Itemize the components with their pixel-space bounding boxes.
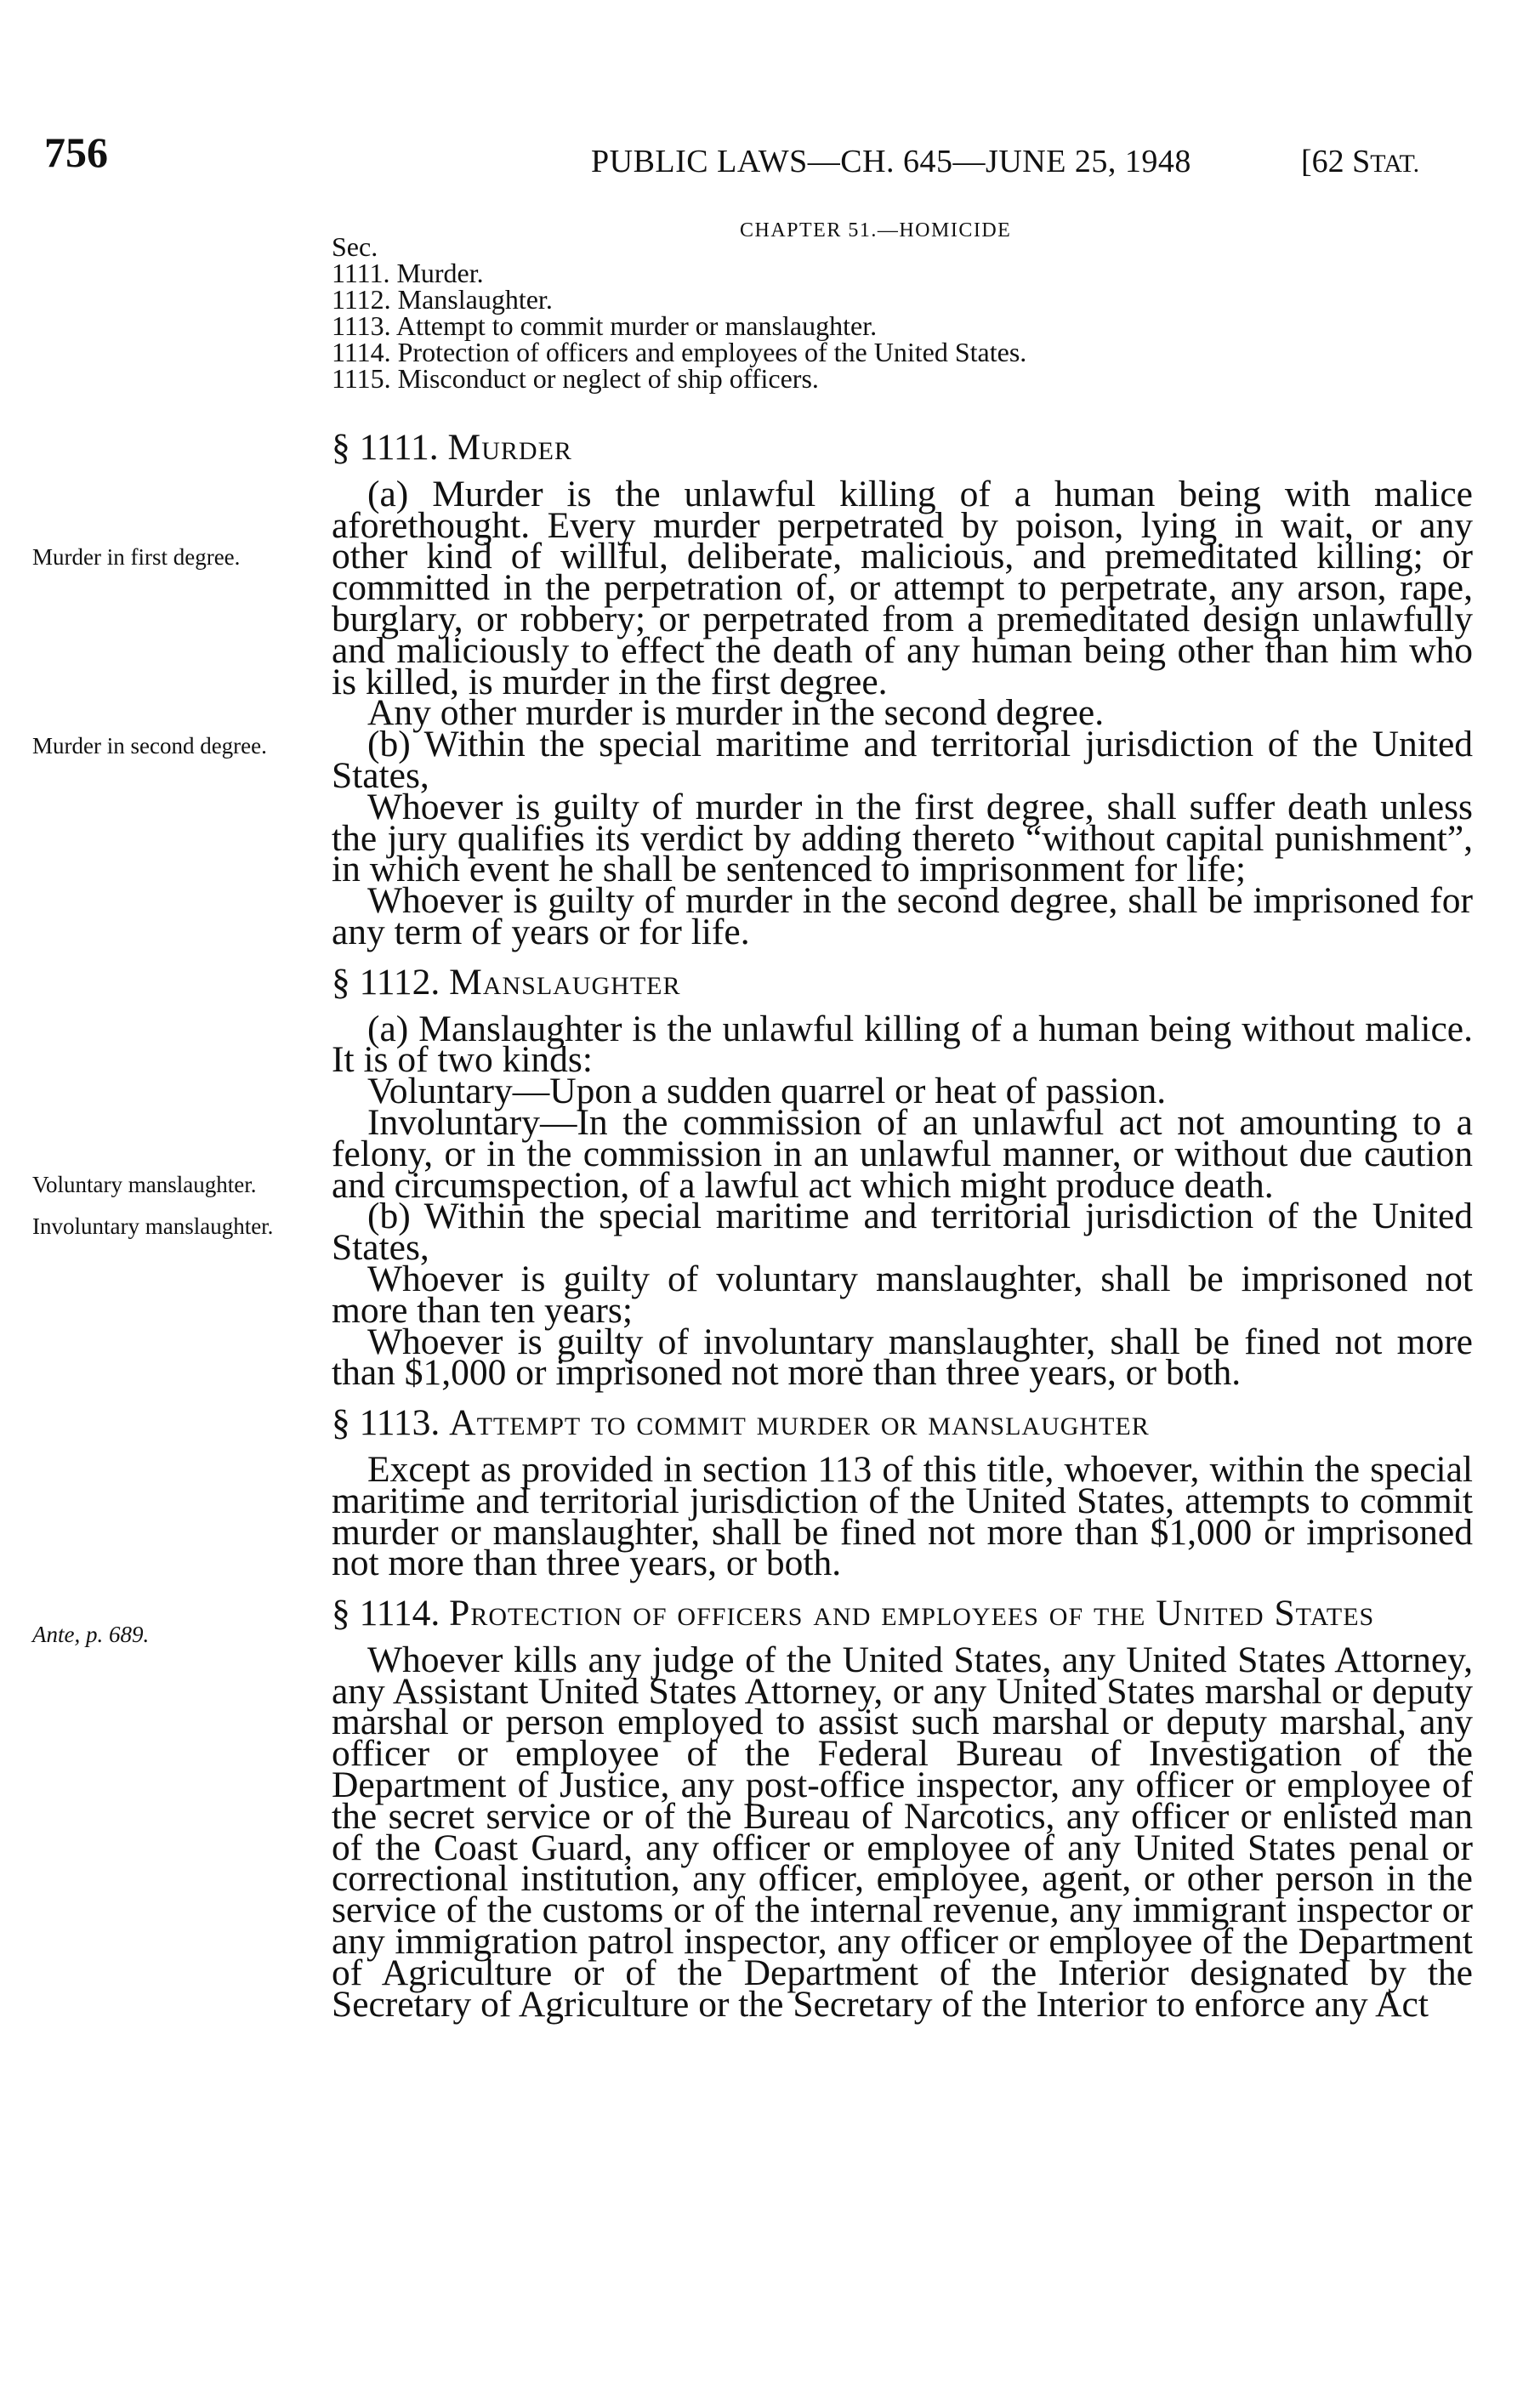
section-heading-1111 [332, 427, 1473, 468]
margin-note-voluntary-manslaughter: Voluntary manslaughter. [32, 1172, 257, 1197]
paragraph: Voluntary—Upon a sudden quarrel or heat of passion. [367, 1071, 1167, 1112]
paragraph: Involuntary—In the commission of an unlawful act not amounting to a felony, or in the commission in an unlawful manner, or without due caution and circumspection, of a lawful act which might produce death. [332, 1101, 1473, 1206]
paragraph: Except as provided in section 113 of this title, whoever, within the special maritime and territorial jurisdiction of the United States, attempts to commit murder or manslaughter, shall be fined not more than $1,000 or imprisoned not more than three years, or both. [332, 1448, 1473, 1584]
section-table-of-contents [332, 231, 1480, 394]
paragraph: Whoever is guilty of voluntary manslaughter, shall be imprisoned not more than ten years; [332, 1258, 1473, 1331]
statute-body [332, 427, 1473, 2025]
paragraph: Any other murder is murder in the second degree. [367, 692, 1105, 734]
margin-note-murder-first-degree: Murder in first degree. [32, 544, 241, 570]
section-title: Murder [447, 427, 572, 468]
volume-reference-suffix: TAT. [1370, 150, 1420, 178]
page-number: 756 [44, 128, 108, 176]
section-title: Protection of officers and employees of the United States [449, 1593, 1375, 1634]
chapter-heading: CHAPTER 51.—HOMICIDE [740, 219, 1012, 242]
section-title: Manslaughter [449, 961, 681, 1003]
section-number: § 1112. [332, 961, 440, 1003]
margin-note-involuntary-manslaughter: Involuntary manslaughter. [32, 1213, 274, 1239]
paragraph: (a) Murder is the unlawful killing of a human being with malice aforethought. Every murder perpetrated by poison, lying in wait, or any other kind of willful, deliberate, malicious, and premeditated killing; or committed in the perpetration of, or attempt to perpetrate, any arson, rape, burglary, or robbery; or perpetrated from a premeditated design unlawfully and maliciously to effect the death of any human being other than him who is killed, is murder in the first degree. [332, 473, 1473, 702]
margin-note-ante-reference: Ante, p. 689. [32, 1622, 150, 1647]
paragraph: Whoever is guilty of involuntary manslaughter, shall be fined not more than $1,000 or imprisoned not more than three years, or both. [332, 1321, 1473, 1394]
toc-item: 1111. Murder. [332, 258, 484, 288]
paragraph: (b) Within the special maritime and territorial jurisdiction of the United States, [332, 1196, 1473, 1269]
volume-reference [1301, 143, 1419, 180]
margin-note-murder-second-degree: Murder in second degree. [32, 733, 267, 759]
paragraph: (b) Within the special maritime and territorial jurisdiction of the United States, [332, 724, 1473, 796]
paragraph: (a) Manslaughter is the unlawful killing of a human being without malice. It is of two kinds: [332, 1008, 1473, 1081]
toc-item: 1115. Misconduct or neglect of ship officers. [332, 363, 819, 394]
section-heading-1113 [332, 1402, 1473, 1444]
toc-item: 1112. Manslaughter. [332, 284, 553, 315]
section-number: § 1111. [332, 427, 439, 468]
paragraph: Whoever is guilty of murder in the second degree, shall be imprisoned for any term of years or for life. [332, 880, 1473, 952]
toc-sec-label: Sec. [332, 231, 378, 262]
paragraph: Whoever kills any judge of the United States, any United States Attorney, any Assistant United States Attorney, or any United States marshal or deputy marshal or person employed to assist such marshal or deputy marshal, any officer or employee of the Federal Bureau of Investigation of the Department of Justice, any post-office inspector, any officer or employee of the secret service or of the Bureau of Narcotics, any officer or enlisted man of the Coast Guard, any officer or employee of any United States penal or correctional institution, any officer, employee, agent, or other person in the service of the customs or of the internal revenue, any immigrant inspector or any immigration patrol inspector, any officer or employee of the Department of Agriculture or of the Department of the Interior designated by the Secretary of Agriculture or the Secretary of the Interior to enforce any Act [332, 1639, 1473, 2025]
section-title: Attempt to commit murder or manslaughter [449, 1402, 1150, 1444]
paragraph: Whoever is guilty of murder in the first degree, shall suffer death unless the jury qualifies its verdict by adding thereto “without capital punishment”, in which event he shall be sentenced to imprisonment for life; [332, 786, 1473, 890]
volume-reference-prefix: [62 S [1301, 144, 1371, 179]
section-heading-1112 [332, 961, 1473, 1003]
section-number: § 1113. [332, 1402, 440, 1444]
section-heading-1114 [332, 1593, 1473, 1634]
toc-item: 1113. Attempt to commit murder or manslaughter. [332, 310, 878, 341]
toc-item: 1114. Protection of officers and employees of the United States. [332, 337, 1027, 367]
running-head: PUBLIC LAWS—CH. 645—JUNE 25, 1948 [591, 144, 1191, 179]
section-number: § 1114. [332, 1593, 440, 1634]
